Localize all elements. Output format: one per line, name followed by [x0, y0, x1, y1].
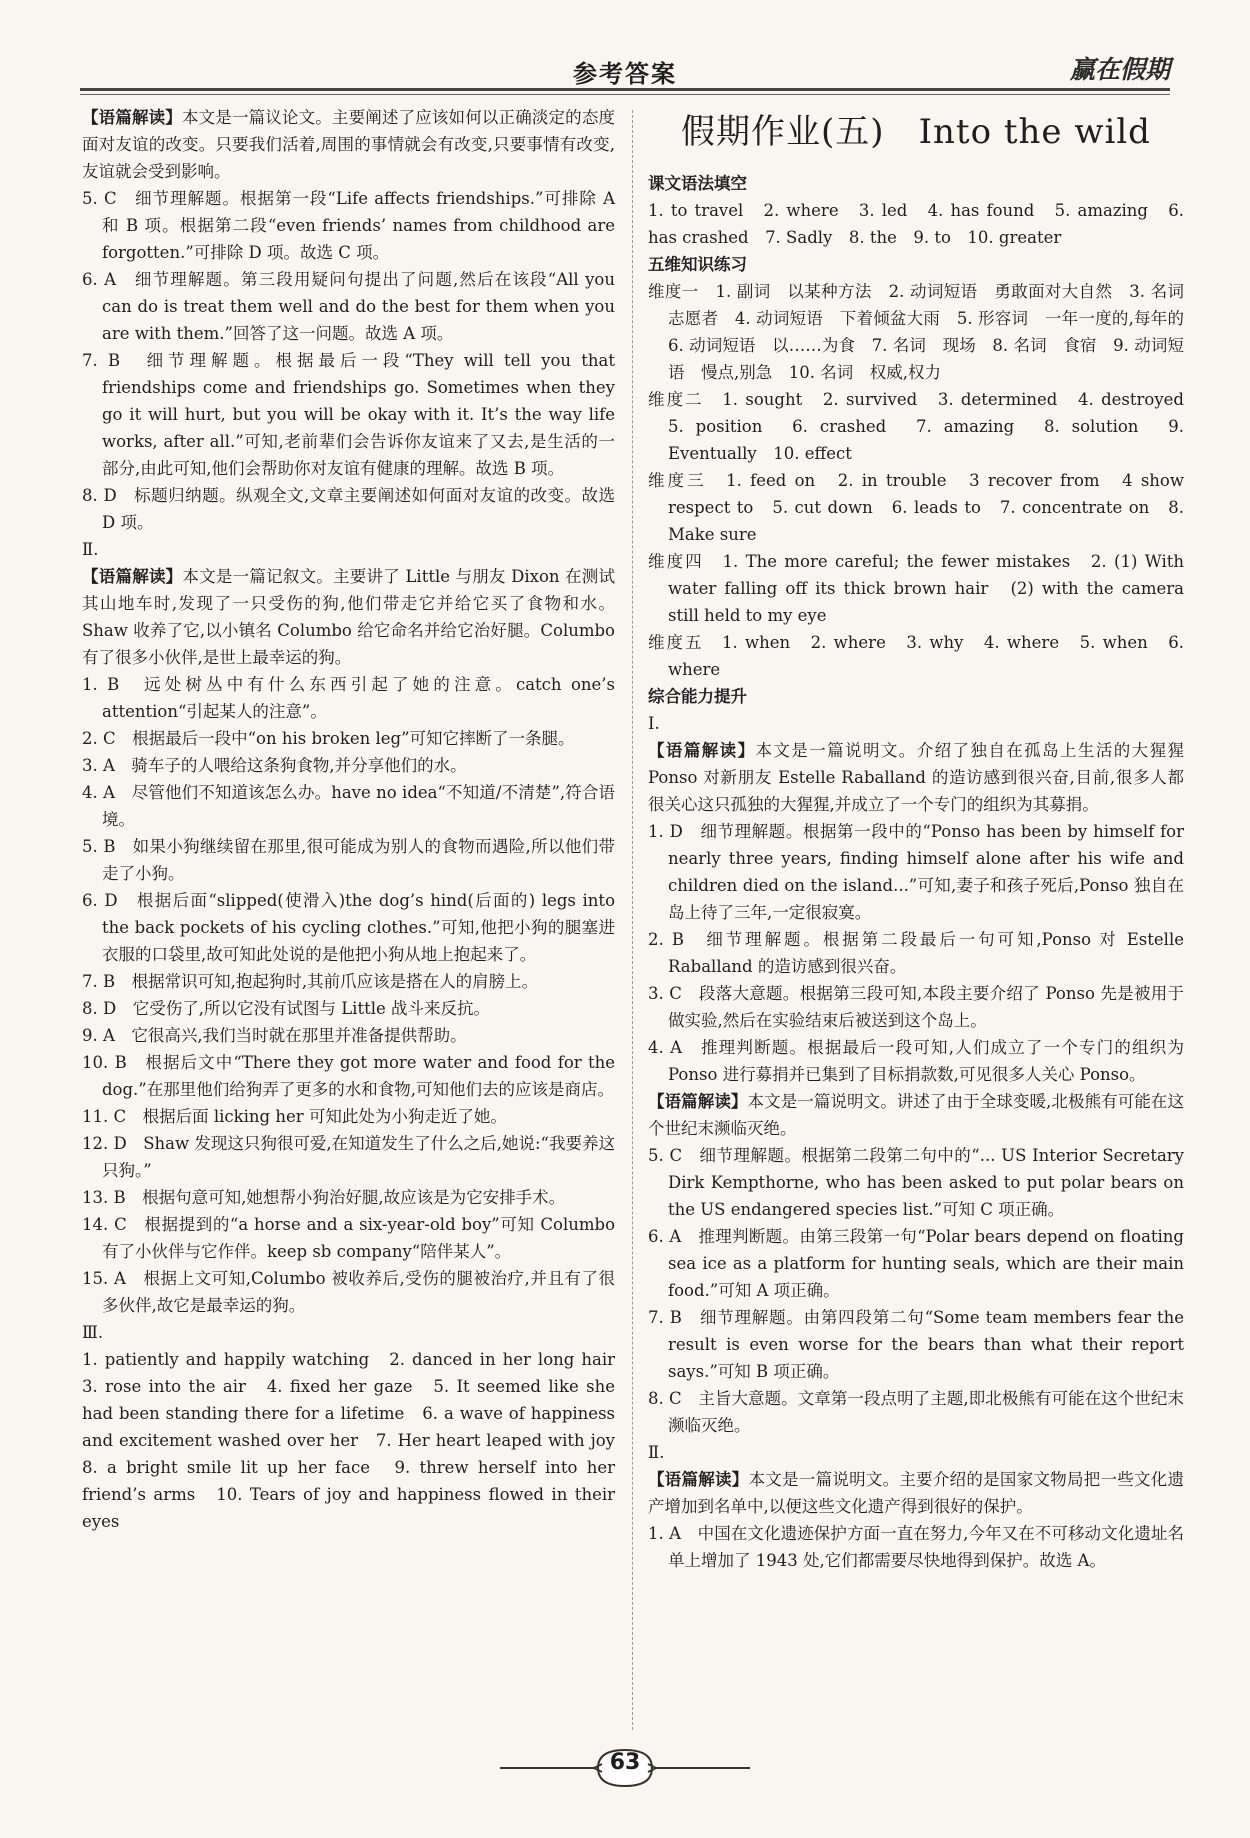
item-text: 课文语法填空 — [648, 174, 747, 193]
answer-item — [648, 467, 1184, 548]
item-text: 7. B 细节理解题。由第四段第二句“Some team members fear the result is even worse for the bears than what their report says.”可知 B 项正确。 — [648, 1308, 1184, 1381]
answer-item — [648, 818, 1184, 926]
item-text: 14. C 根据提到的“a horse and a six-year-old boy”可知 Columbo 有了小伙伴与它作伴。keep sb company“陪伴某人”。 — [82, 1215, 615, 1261]
item-text: 1. B 远处树丛中有什么东西引起了她的注意。catch one’s attention“引起某人的注意”。 — [82, 675, 615, 721]
item-text: 本文是一篇记叙文。主要讲了 Little 与朋友 Dixon 在测试其山地车时,发现了一只受伤的狗,他们带走它并给它买了食物和水。Shaw 收养了它,以小镇名 Columbo 给它命名并给它治好腿。Columbo 有了很多小伙伴,是世上最幸运的狗。 — [82, 567, 616, 667]
answer-item — [648, 386, 1201, 467]
passage-summary — [82, 563, 615, 671]
answer-item — [82, 1130, 615, 1184]
answer-item — [648, 710, 1184, 737]
item-text: 1. to travel 2. where 3. led 4. has found 5. amazing 6. has crashed 7. Sadly 8. the 9. to 10. greater — [648, 201, 1184, 247]
item-text: 3. C 段落大意题。根据第三段可知,本段主要介绍了 Ponso 先是被用于做实验,然后在实验结束后被送到这个岛上。 — [648, 984, 1184, 1030]
item-text: 维度二 1. sought 2. survived 3. determined 4. destroyed 5. position 6. crashed 7. amazing 8. solution 9. Eventually 10. effect — [648, 390, 1201, 463]
answer-item — [82, 482, 615, 536]
answer-item — [82, 1319, 615, 1346]
item-text: 7. B 根据常识可知,抱起狗时,其前爪应该是搭在人的肩膀上。 — [82, 972, 539, 991]
item-text: 4. A 推理判断题。根据最后一段可知,人们成立了一个专门的组织为 Ponso 进行募捐并已集到了目标捐款数,可见很多人关心 Ponso。 — [648, 1038, 1184, 1084]
item-text: 8. C 主旨大意题。文章第一段点明了主题,即北极熊有可能在这个世纪末濒临灭绝。 — [648, 1389, 1184, 1435]
item-text: 4. A 尽管他们不知道该怎么办。have no idea“不知道/不清楚”,符合语境。 — [82, 783, 615, 829]
answer-item — [648, 1142, 1184, 1223]
answer-item — [648, 1304, 1184, 1385]
item-text: 1. A 中国在文化遗迹保护方面一直在努力,今年又在不可移动文化遗址名单上增加了 1943 处,它们都需要尽快地得到保护。故选 A。 — [648, 1524, 1184, 1570]
section-heading — [648, 170, 1184, 197]
answer-item — [82, 671, 615, 725]
passage-summary — [648, 737, 1184, 818]
item-text: Ⅰ. — [648, 714, 660, 733]
answer-item — [648, 197, 1184, 251]
item-text: 维度五 1. when 2. where 3. why 4. where 5. when 6. where — [648, 633, 1184, 679]
answer-item — [648, 1439, 1184, 1466]
item-text: 5. C 细节理解题。根据第一段“Life affects friendships.”可排除 A 和 B 项。根据第二段“even friends’ names from childhood are forgotten.”可排除 D 项。故选 C 项。 — [82, 189, 615, 262]
item-text: 8. D 它受伤了,所以它没有试图与 Little 战斗来反抗。 — [82, 999, 490, 1018]
item-text: 13. B 根据句意可知,她想帮小狗治好腿,故应该是为它安排手术。 — [82, 1188, 566, 1207]
answer-item — [82, 1103, 615, 1130]
header-rule-thin — [80, 94, 1170, 95]
footer-rule-left — [500, 1767, 595, 1769]
answer-item — [648, 1223, 1184, 1304]
item-text: 1. D 细节理解题。根据第一段中的“Ponso has been by himself for nearly three years, finding himself alone after his wife and children died on the island...”可知,妻子和孩子死后,Ponso 独自在岛上待了三年,一定很寂寞。 — [648, 822, 1184, 922]
item-text: 9. A 它很高兴,我们当时就在那里并准备提供帮助。 — [82, 1026, 467, 1045]
answer-item — [82, 968, 615, 995]
item-text: 五维知识练习 — [648, 255, 747, 274]
column-divider — [632, 110, 633, 1730]
answer-item — [82, 1346, 632, 1535]
item-text: 维度四 1. The more careful; the fewer mistakes 2. (1) With water falling off its thick brown hair (2) with the camera still held to my eye — [648, 552, 1184, 625]
header-rule — [80, 88, 1170, 91]
item-text: 本文是一篇说明文。介绍了独自在孤岛上生活的大猩猩 Ponso 对新朋友 Estelle Raballand 的造访感到很兴奋,目前,很多人都很关心这只孤独的大猩猩,并成立了一个专门的组织为其募捐。 — [648, 741, 1185, 814]
header-title: 参考答案 — [573, 60, 677, 88]
answer-item — [648, 1520, 1184, 1574]
item-text: 6. A 推理判断题。由第三段第一句“Polar bears depend on floating sea ice as a platform for hunting seals, which are their main food.”可知 A 项正确。 — [648, 1227, 1184, 1300]
answer-item — [82, 833, 615, 887]
summary-tag: 【语篇解读】 — [648, 741, 756, 760]
item-text: 3. A 骑车子的人喂给这条狗食物,并分享他们的水。 — [82, 756, 467, 775]
passage-summary — [648, 1466, 1184, 1520]
answer-item — [82, 347, 615, 482]
answer-item — [82, 1049, 615, 1103]
item-text: Ⅲ. — [82, 1323, 104, 1342]
item-text: 5. B 如果小狗继续留在那里,很可能成为别人的食物而遇险,所以他们带走了小狗。 — [82, 837, 615, 883]
item-text: Ⅱ. — [648, 1443, 665, 1462]
brand-logo: 赢在假期 — [1069, 55, 1170, 84]
page-header — [80, 48, 1170, 88]
answer-item — [648, 980, 1184, 1034]
assignment-title-cn: 假期作业(五) — [681, 112, 885, 152]
answer-item — [82, 779, 615, 833]
answer-item — [648, 1034, 1184, 1088]
item-text: 6. A 细节理解题。第三段用疑问句提出了问题,然后在该段“All you can do is treat them well and do the best for them when you are with them.”回答了这一问题。故选 A 项。 — [82, 270, 615, 343]
item-text: 本文是一篇议论文。主要阐述了应该如何以正确淡定的态度面对友谊的改变。只要我们活着,周围的事情就会有改变,只要事情有改变,友谊就会受到影响。 — [82, 108, 616, 181]
passage-summary — [648, 1088, 1184, 1142]
summary-tag: 【语篇解读】 — [648, 1092, 748, 1111]
answer-item — [82, 1265, 615, 1319]
answer-item — [648, 629, 1184, 683]
page-number: 63 — [609, 1750, 641, 1775]
answer-item — [82, 995, 615, 1022]
item-text: 2. B 细节理解题。根据第二段最后一句可知,Ponso 对 Estelle Raballand 的造访感到很兴奋。 — [648, 930, 1184, 976]
right-column-body — [648, 170, 1201, 1574]
item-text: 2. C 根据最后一段中“on his broken leg”可知它摔断了一条腿。 — [82, 729, 575, 748]
footer-rule-right — [655, 1767, 750, 1769]
answer-item — [82, 752, 615, 779]
answer-item — [82, 725, 615, 752]
answer-item — [82, 1211, 615, 1265]
answer-item — [82, 185, 615, 266]
left-column — [82, 104, 632, 1535]
section-heading — [648, 251, 1184, 278]
item-text: 维度一 1. 副词 以某种方法 2. 动词短语 勇敢面对大自然 3. 名词 志愿者 4. 动词短语 下着倾盆大雨 5. 形容词 一年一度的,每年的 6. 动词短语 以……为食 7. 名词 现场 8. 名词 食宿 9. 动词短语 慢点,别急 10. 名词 权威,权力 — [648, 282, 1201, 382]
item-text: 1. patiently and happily watching 2. danced in her long hair 3. rose into the air 4. fixed her gaze 5. It seemed like she had been standing there for a lifetime 6. a wave of happiness and excitement washed over her 7. Her heart leaped with joy 8. a bright smile lit up her face 9. threw herself into her friend’s arms 10. Tears of joy and happiness flowed in their eyes — [82, 1350, 632, 1531]
section-heading — [648, 683, 1184, 710]
item-text: 8. D 标题归纳题。纵观全文,文章主要阐述如何面对友谊的改变。故选 D 项。 — [82, 486, 615, 532]
item-text: Ⅱ. — [82, 540, 99, 559]
item-text: 10. B 根据后文中“There they got more water and food for the dog.”在那里他们给狗弄了更多的水和食物,可知他们去的应该是商店。 — [82, 1053, 615, 1099]
item-text: 维度三 1. feed on 2. in trouble 3 recover from 4 show respect to 5. cut down 6. leads to 7. concentrate on 8. Make sure — [648, 471, 1184, 544]
item-text: 本文是一篇说明文。讲述了由于全球变暖,北极熊有可能在这个世纪末濒临灭绝。 — [648, 1092, 1184, 1138]
item-text: 15. A 根据上文可知,Columbo 被收养后,受伤的腿被治疗,并且有了很多伙伴,故它是最幸运的狗。 — [82, 1269, 615, 1315]
right-column — [648, 104, 1201, 1574]
summary-tag: 【语篇解读】 — [82, 567, 183, 586]
answer-item — [648, 278, 1201, 386]
answer-item — [82, 536, 615, 563]
item-text: 6. D 根据后面“slipped(使滑入)the dog’s hind(后面的) legs into the back pockets of his cycling clothes.”可知,他把小狗的腿塞进衣服的口袋里,故可知此处说的是他把小狗从地上抱起来了。 — [82, 891, 615, 964]
item-text: 7. B 细节理解题。根据最后一段“They will tell you that friendships come and friendships go. Sometimes when they go it will hurt, but you will be okay with it. It’s the way life works, after all.”可知,老前辈们会告诉你友谊来了又去,是生活的一部分,由此可知,他们会帮助你对友谊有健康的理解。故选 B 项。 — [82, 351, 615, 478]
answer-item — [82, 266, 615, 347]
assignment-title-en: Into the wild — [918, 112, 1151, 152]
item-text: 本文是一篇说明文。主要介绍的是国家文物局把一些文化遗产增加到名单中,以便这些文化遗产得到很好的保护。 — [648, 1470, 1185, 1516]
answer-item — [648, 1385, 1184, 1439]
assignment-title — [648, 112, 1184, 152]
summary-tag: 【语篇解读】 — [82, 108, 182, 127]
answer-item — [82, 1022, 615, 1049]
answer-item — [648, 926, 1184, 980]
answer-item — [648, 548, 1184, 629]
answer-item — [82, 1184, 615, 1211]
summary-tag: 【语篇解读】 — [648, 1470, 749, 1489]
item-text: 11. C 根据后面 licking her 可知此处为小狗走近了她。 — [82, 1107, 507, 1126]
page-footer — [0, 1740, 1250, 1800]
item-text: 12. D Shaw 发现这只狗很可爱,在知道发生了什么之后,她说:“我要养这只狗。” — [82, 1134, 615, 1180]
answer-item — [82, 887, 615, 968]
item-text: 综合能力提升 — [648, 687, 747, 706]
item-text: 5. C 细节理解题。根据第二段第二句中的“... US Interior Secretary Dirk Kempthorne, who has been asked to put polar bears on the US endangered species list.”可知 C 项正确。 — [648, 1146, 1184, 1219]
passage-summary — [82, 104, 615, 185]
